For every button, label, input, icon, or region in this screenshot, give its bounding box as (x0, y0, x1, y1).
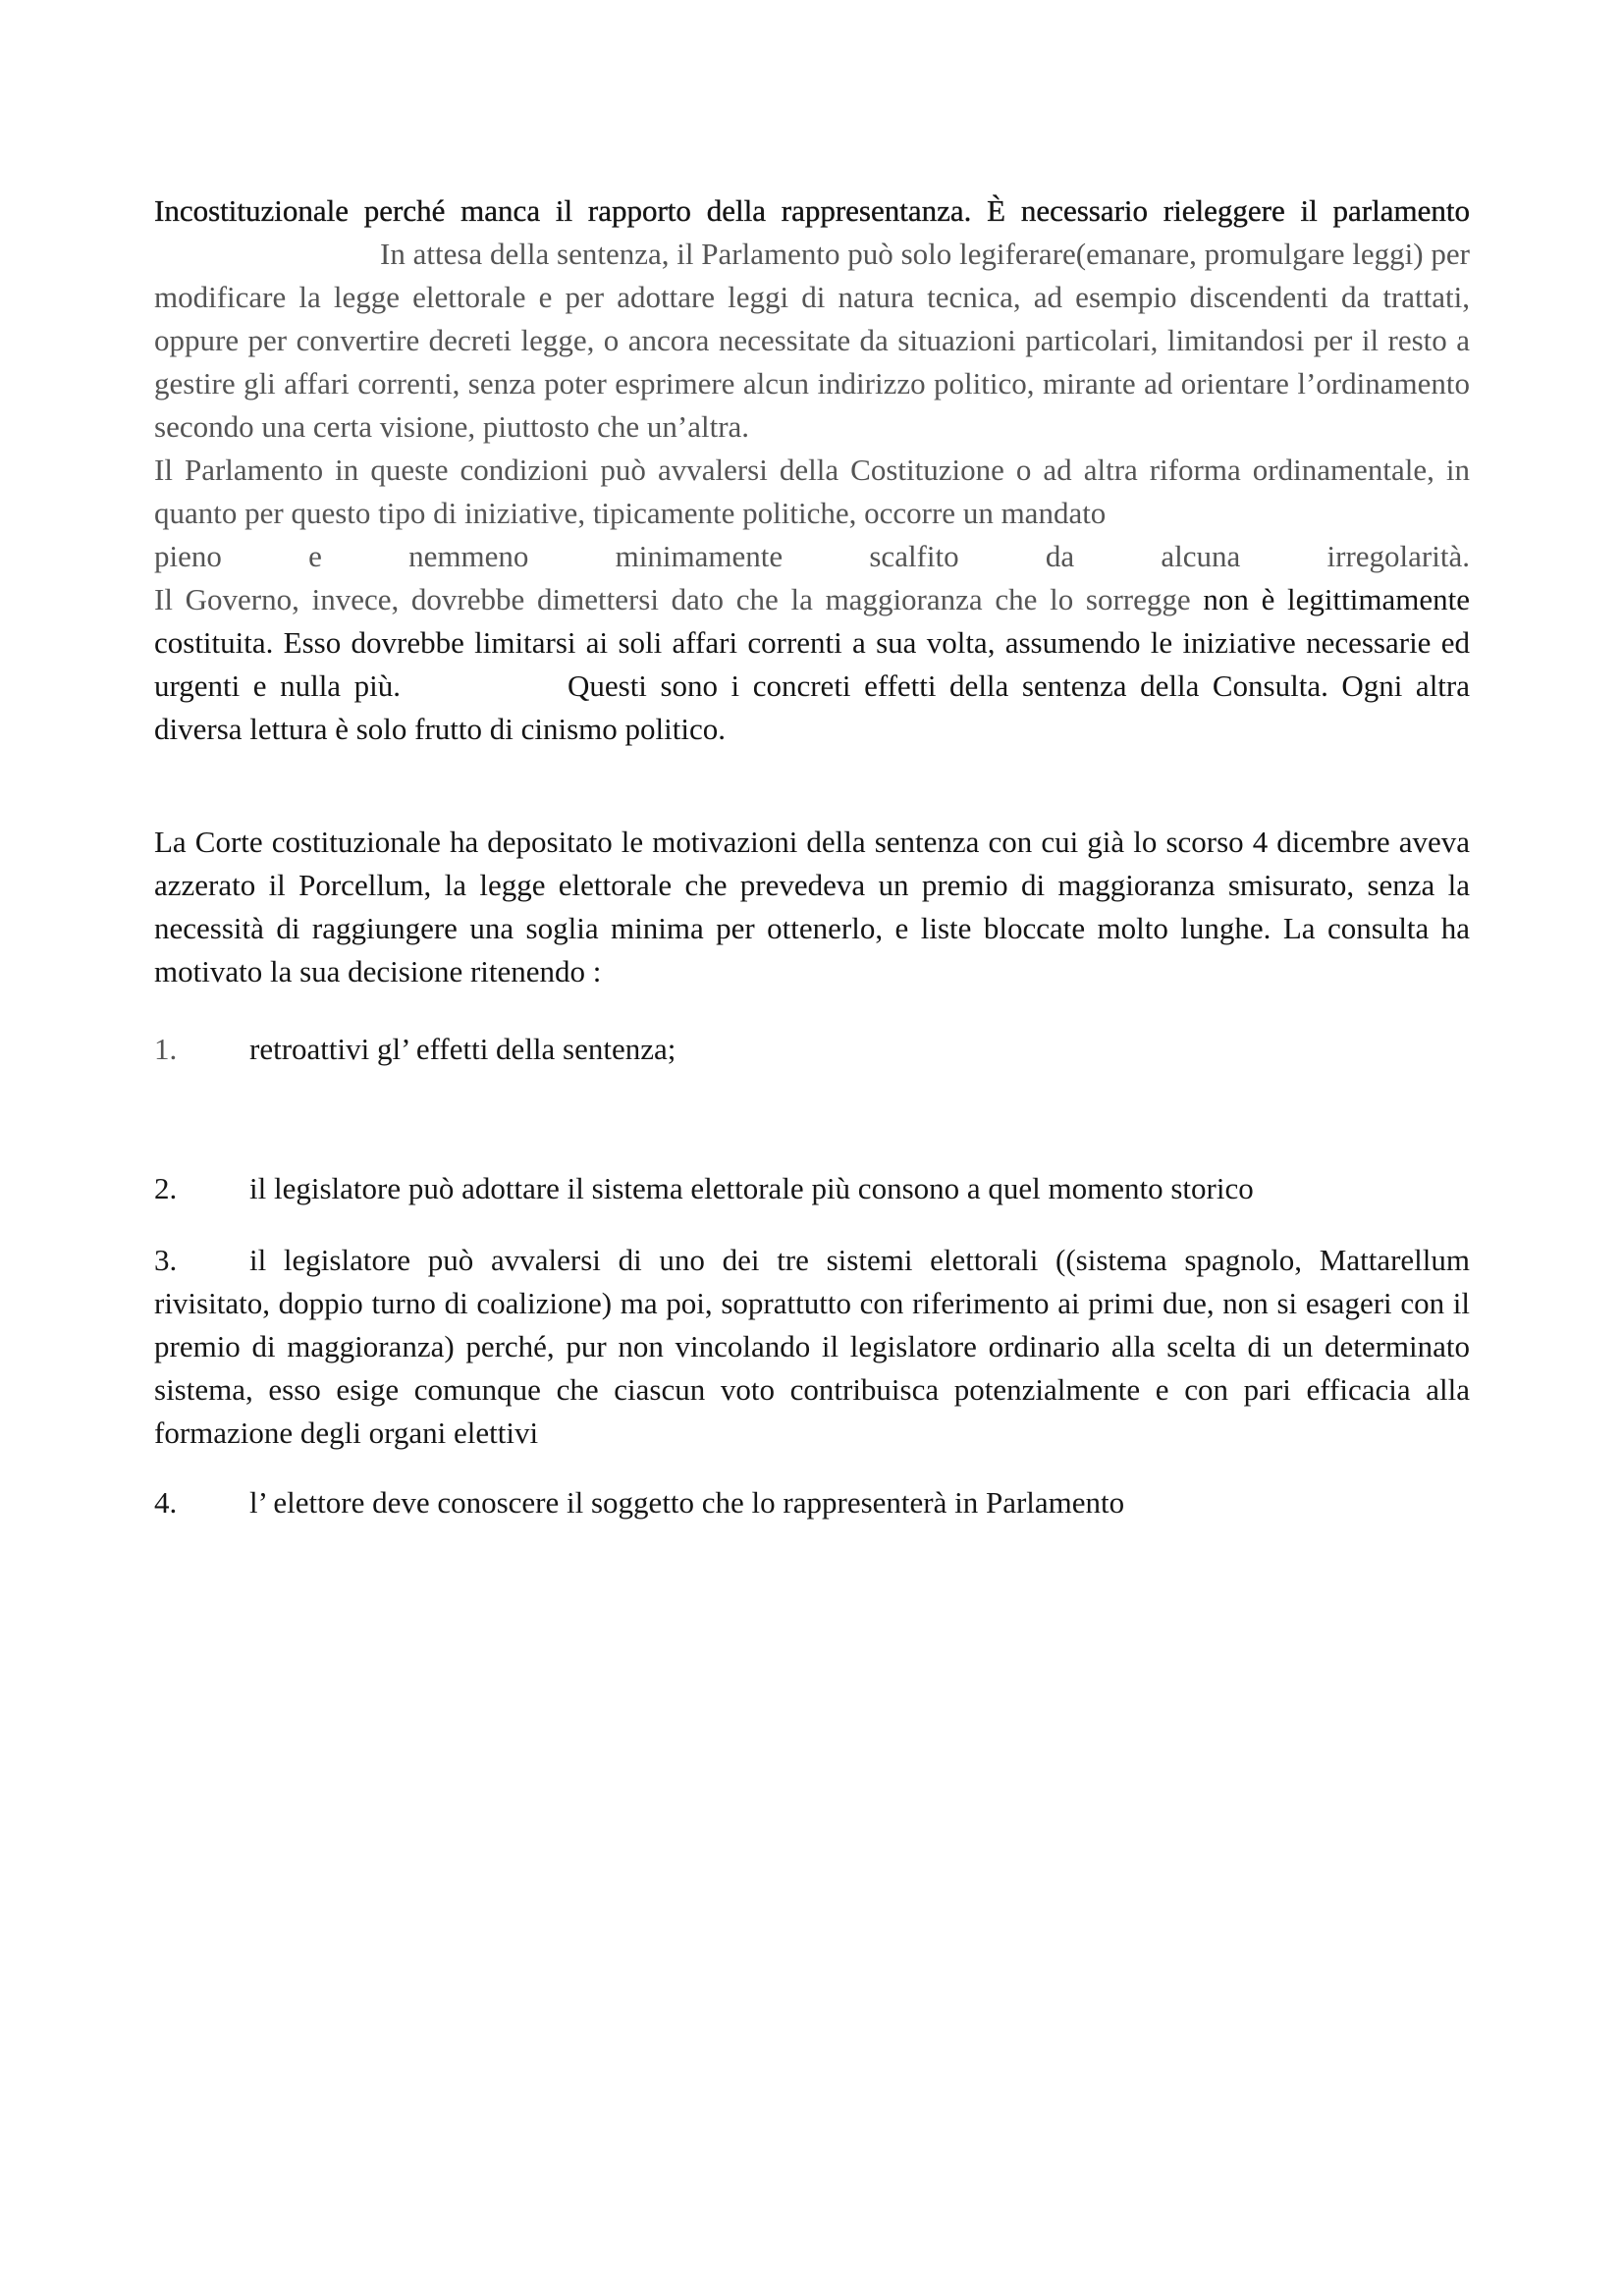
list-number: 2. (154, 1171, 178, 1205)
paragraph-government-gray: Il Governo, invece, dovrebbe dimettersi dato che la maggioranza che lo sorregge (154, 582, 1191, 616)
list-item (154, 1028, 1470, 1071)
paragraph-conclusion: Questi sono i concreti effetti della sentenza della Consulta. Ogni altra diversa lettura è solo frutto di cinismo politico. (154, 668, 1470, 746)
list-number: 4. (154, 1485, 178, 1520)
court-section (154, 821, 1470, 993)
list-text: il legislatore può adottare il sistema elettorale più consono a quel momento storico (249, 1171, 1254, 1205)
intro-section (154, 189, 1470, 751)
intro-paragraph (154, 189, 1470, 449)
paragraph-government (154, 578, 1470, 751)
list-text: retroattivi gl’ effetti della sentenza; (249, 1032, 676, 1066)
heading-statement: Incostituzionale perché manca il rapporto della rappresentanza. È necessario rieleggere il parlamento (154, 193, 1470, 228)
paragraph-parliament-conditions (154, 449, 1470, 535)
list-number: 3. (154, 1243, 178, 1277)
paragraph-government-dark: non è legittimamente costituita. Esso dovrebbe limitarsi ai soli affari correnti a sua volta, assumendo le iniziative necessarie ed urgenti e nulla più. (154, 582, 1470, 703)
court-paragraph: La Corte costituzionale ha depositato le motivazioni della sentenza con cui già lo scorso 4 dicembre aveva azzerato il Porcellum, la legge elettorale che prevedeva un premio di maggioranza smisurato, senza la necessità di raggiungere una soglia minima per ottenerlo, e liste bloccate molto lunghe. La consulta ha motivato la sua decisione ritenendo : (154, 825, 1470, 988)
list-item (154, 1481, 1470, 1524)
list-number: 1. (154, 1032, 178, 1066)
list-text: l’ elettore deve conoscere il soggetto che lo rappresenterà in Parlamento (249, 1485, 1125, 1520)
paragraph-parliament-limits: In attesa della sentenza, il Parlamento può solo legiferare(emanare, promulgare leggi) per modificare la legge elettorale e per adottare leggi di natura tecnica, ad esempio discendenti da trattati, oppure per convertire decreti legge, o ancora necessitate da situazioni particolari, limitandosi per il resto a gestire gli affari correnti, senza poter esprimere alcun indirizzo politico, mirante ad orientare l’ordinamento secondo una certa visione, piuttosto che un’altra. (154, 237, 1470, 444)
list-text: il legislatore può avvalersi di uno dei tre sistemi elettorali ((sistema spagnolo, Mattarellum rivisitato, doppio turno di coalizione) ma poi, soprattutto con riferimento ai primi due, non si esageri con il premio di maggioranza) perché, pur non vincolando il legislatore ordinario alla scelta di un determinato sistema, esso esige comunque che ciascun voto contribuisca potenzialmente e con pari efficacia alla formazione degli organi elettivi (154, 1243, 1470, 1450)
list-item (154, 1239, 1470, 1455)
paragraph-parliament-conditions-text: Il Parlamento in queste condizioni può avvalersi della Costituzione o ad altra riforma ordinamentale, in quanto per questo tipo di iniziative, tipicamente politiche, occorre un mandato (154, 453, 1470, 530)
paragraph-parliament-conditions-spread: pieno e nemmeno minimamente scalfito da alcuna irregolarità. (154, 539, 1470, 573)
list-item (154, 1167, 1470, 1210)
